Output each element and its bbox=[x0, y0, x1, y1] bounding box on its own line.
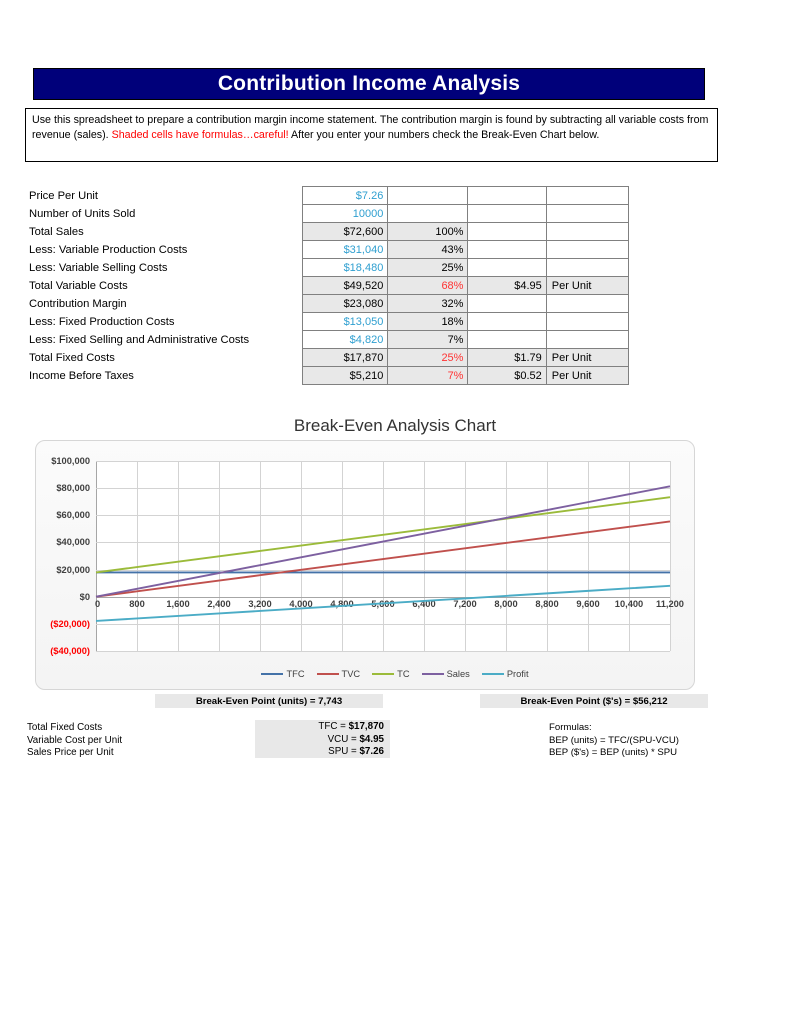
formulas-heading: Formulas: bbox=[549, 722, 592, 733]
statement-per-unit-label-cell bbox=[546, 223, 628, 241]
input-summary-value-row bbox=[255, 746, 384, 759]
y-axis-tick-label: $0 bbox=[79, 591, 90, 602]
statement-percent-cell: 43% bbox=[388, 241, 468, 259]
break-even-units-text: Break-Even Point (units) = 7,743 bbox=[195, 695, 343, 707]
statement-percent-cell: 7% bbox=[388, 367, 468, 385]
input-summary-label: Variable Cost per Unit bbox=[27, 734, 123, 746]
statement-row-label: Income Before Taxes bbox=[29, 369, 134, 382]
statement-per-unit-value-cell bbox=[468, 295, 546, 313]
break-even-dollars-badge bbox=[480, 694, 708, 708]
statement-per-unit-value-cell bbox=[468, 205, 546, 223]
x-axis-tick-label: 7,200 bbox=[453, 598, 477, 609]
input-summary-value-row bbox=[255, 734, 384, 747]
statement-per-unit-value-cell: $0.52 bbox=[468, 367, 546, 385]
statement-row bbox=[27, 241, 629, 259]
y-axis-tick-label: ($40,000) bbox=[50, 646, 90, 656]
input-summary-value: $7.26 bbox=[359, 746, 384, 758]
instructions-text-part1: Use this spreadsheet to prepare a contribution margin income statement. The contribution margin is found by subtracting all variable costs from revenue (sales). bbox=[32, 114, 709, 141]
series-line-profit bbox=[96, 586, 670, 621]
statement-body bbox=[27, 187, 629, 385]
x-axis-tick-label: 11,200 bbox=[656, 598, 684, 609]
x-axis-tick-label: 4,800 bbox=[330, 598, 354, 609]
x-axis-tick-label: 9,600 bbox=[576, 598, 600, 609]
legend-swatch-icon bbox=[317, 673, 339, 675]
statement-percent-cell: 7% bbox=[388, 331, 468, 349]
inputs-value-list bbox=[255, 720, 390, 758]
statement-row bbox=[27, 295, 629, 313]
statement-row-label: Number of Units Sold bbox=[29, 207, 136, 220]
formula-line-0: BEP (units) = TFC/(SPU-VCU) bbox=[549, 734, 679, 746]
legend-swatch-icon bbox=[261, 673, 283, 675]
input-summary-key: TFC = bbox=[318, 721, 349, 732]
statement-per-unit-label-cell: Per Unit bbox=[546, 277, 628, 295]
input-summary-key: SPU = bbox=[328, 746, 360, 758]
statement-per-unit-label-cell: Per Unit bbox=[546, 349, 628, 367]
statement-per-unit-value-cell: $1.79 bbox=[468, 349, 546, 367]
break-even-dollars-text: Break-Even Point ($'s) = $56,212 bbox=[520, 695, 668, 707]
x-axis-tick-label: 8,000 bbox=[494, 598, 518, 609]
chart-legend bbox=[0, 669, 790, 679]
chart-series-lines bbox=[96, 461, 670, 651]
statement-row bbox=[27, 223, 629, 241]
statement-percent-cell: 25% bbox=[388, 259, 468, 277]
gridline-horizontal bbox=[96, 651, 670, 652]
statement-input-cell[interactable]: $31,040 bbox=[302, 241, 388, 259]
statement-row bbox=[27, 205, 629, 223]
statement-per-unit-label-cell: Per Unit bbox=[546, 367, 628, 385]
statement-formula-cell: $72,600 bbox=[302, 223, 388, 241]
x-axis-tick-label: 1,600 bbox=[166, 598, 190, 609]
series-line-sales bbox=[96, 486, 670, 596]
statement-row-label: Total Variable Costs bbox=[29, 279, 128, 292]
statement-per-unit-label-cell bbox=[546, 259, 628, 277]
statement-input-cell[interactable]: 10000 bbox=[302, 205, 388, 223]
legend-label: TFC bbox=[286, 669, 305, 679]
statement-row bbox=[27, 367, 629, 385]
y-axis-tick-label: $20,000 bbox=[56, 564, 90, 575]
statement-row bbox=[27, 313, 629, 331]
legend-label: Profit bbox=[506, 669, 529, 679]
series-line-tvc bbox=[96, 521, 670, 596]
instructions-box bbox=[25, 108, 718, 162]
legend-swatch-icon bbox=[482, 673, 504, 675]
statement-percent-cell: 100% bbox=[388, 223, 468, 241]
statement-per-unit-value-cell bbox=[468, 187, 546, 205]
statement-per-unit-label-cell bbox=[546, 241, 628, 259]
statement-formula-cell: $23,080 bbox=[302, 295, 388, 313]
statement-row bbox=[27, 277, 629, 295]
legend-item-sales[interactable] bbox=[422, 669, 470, 679]
x-axis-tick-label: 3,200 bbox=[248, 598, 272, 609]
input-summary-value: $17,870 bbox=[348, 721, 384, 732]
formula-line-1: BEP ($'s) = BEP (units) * SPU bbox=[549, 747, 678, 759]
statement-percent-cell bbox=[388, 205, 468, 223]
statement-percent-cell: 25% bbox=[388, 349, 468, 367]
contribution-income-statement-table bbox=[27, 186, 629, 385]
statement-percent-cell: 68% bbox=[388, 277, 468, 295]
statement-per-unit-value-cell bbox=[468, 259, 546, 277]
series-line-tc bbox=[96, 497, 670, 572]
statement-row bbox=[27, 259, 629, 277]
statement-per-unit-value-cell bbox=[468, 223, 546, 241]
y-axis-tick-label: $100,000 bbox=[51, 456, 90, 466]
statement-row-label: Price Per Unit bbox=[29, 189, 99, 202]
x-axis-tick-label: 10,400 bbox=[614, 598, 644, 609]
statement-percent-cell: 18% bbox=[388, 313, 468, 331]
input-summary-value-row bbox=[255, 721, 384, 734]
instructions-warning: Shaded cells have formulas…careful! bbox=[111, 128, 289, 141]
y-axis-tick-label: $80,000 bbox=[56, 483, 90, 494]
statement-per-unit-label-cell bbox=[546, 313, 628, 331]
legend-label: TVC bbox=[341, 669, 361, 679]
statement-formula-cell: $49,520 bbox=[302, 277, 388, 295]
statement-input-cell[interactable]: $4,820 bbox=[302, 331, 388, 349]
statement-per-unit-label-cell bbox=[546, 205, 628, 223]
x-axis-tick-label: 6,400 bbox=[412, 598, 436, 609]
chart-title: Break-Even Analysis Chart bbox=[293, 416, 497, 435]
input-summary-label: Sales Price per Unit bbox=[27, 747, 114, 759]
statement-row-label: Contribution Margin bbox=[29, 297, 127, 310]
legend-item-tvc[interactable] bbox=[317, 669, 361, 679]
statement-input-cell[interactable]: $13,050 bbox=[302, 313, 388, 331]
statement-per-unit-value-cell bbox=[468, 241, 546, 259]
y-axis-tick-label: ($20,000) bbox=[50, 618, 90, 629]
x-axis-tick-label: 8,800 bbox=[535, 598, 559, 609]
statement-row bbox=[27, 331, 629, 349]
break-even-units-badge bbox=[155, 694, 383, 708]
legend-swatch-icon bbox=[422, 673, 444, 675]
statement-row-label: Less: Variable Selling Costs bbox=[29, 261, 168, 274]
y-axis-tick-label: $60,000 bbox=[56, 510, 90, 521]
formulas-panel bbox=[549, 722, 679, 760]
statement-per-unit-label-cell bbox=[546, 331, 628, 349]
statement-per-unit-value-cell: $4.95 bbox=[468, 277, 546, 295]
statement-percent-cell bbox=[388, 187, 468, 205]
statement-formula-cell: $5,210 bbox=[302, 367, 388, 385]
input-summary-label: Total Fixed Costs bbox=[27, 722, 103, 733]
statement-per-unit-label-cell bbox=[546, 187, 628, 205]
statement-per-unit-value-cell bbox=[468, 331, 546, 349]
chart-plot-area bbox=[50, 456, 684, 656]
legend-item-profit[interactable] bbox=[482, 669, 529, 679]
statement-row-label: Total Fixed Costs bbox=[29, 351, 115, 364]
inputs-label-list bbox=[27, 722, 122, 760]
x-axis-tick-label: 4,000 bbox=[289, 598, 313, 609]
legend-item-tfc[interactable] bbox=[261, 669, 304, 679]
legend-label: TC bbox=[397, 669, 410, 679]
statement-row-label: Less: Variable Production Costs bbox=[29, 243, 188, 256]
y-axis-tick-label: $40,000 bbox=[56, 537, 90, 548]
input-summary-value: $4.95 bbox=[359, 733, 384, 745]
legend-label: Sales bbox=[446, 669, 470, 679]
statement-input-cell[interactable]: $7.26 bbox=[302, 187, 388, 205]
statement-row-label: Less: Fixed Selling and Administrative Costs bbox=[29, 333, 250, 346]
statement-per-unit-value-cell bbox=[468, 313, 546, 331]
statement-formula-cell: $17,870 bbox=[302, 349, 388, 367]
statement-row-label: Total Sales bbox=[29, 225, 84, 238]
x-axis-tick-label: 5,600 bbox=[371, 598, 395, 609]
x-axis-tick-label: 2,400 bbox=[207, 598, 231, 609]
statement-row bbox=[27, 187, 629, 205]
instructions-text-part2: After you enter your numbers check the Break-Even Chart below. bbox=[288, 128, 600, 141]
page-title: Contribution Income Analysis bbox=[217, 72, 521, 95]
statement-row-label: Less: Fixed Production Costs bbox=[29, 315, 175, 328]
input-summary-key: VCU = bbox=[327, 733, 360, 745]
legend-item-tc[interactable] bbox=[372, 669, 409, 679]
gridline-vertical bbox=[670, 461, 671, 651]
statement-row bbox=[27, 349, 629, 367]
page-title-banner bbox=[33, 68, 705, 100]
statement-input-cell[interactable]: $18,480 bbox=[302, 259, 388, 277]
x-axis-tick-label: 0 bbox=[94, 598, 101, 609]
statement-per-unit-label-cell bbox=[546, 295, 628, 313]
x-axis-tick-label: 800 bbox=[129, 598, 145, 609]
legend-swatch-icon bbox=[372, 673, 394, 675]
statement-percent-cell: 32% bbox=[388, 295, 468, 313]
